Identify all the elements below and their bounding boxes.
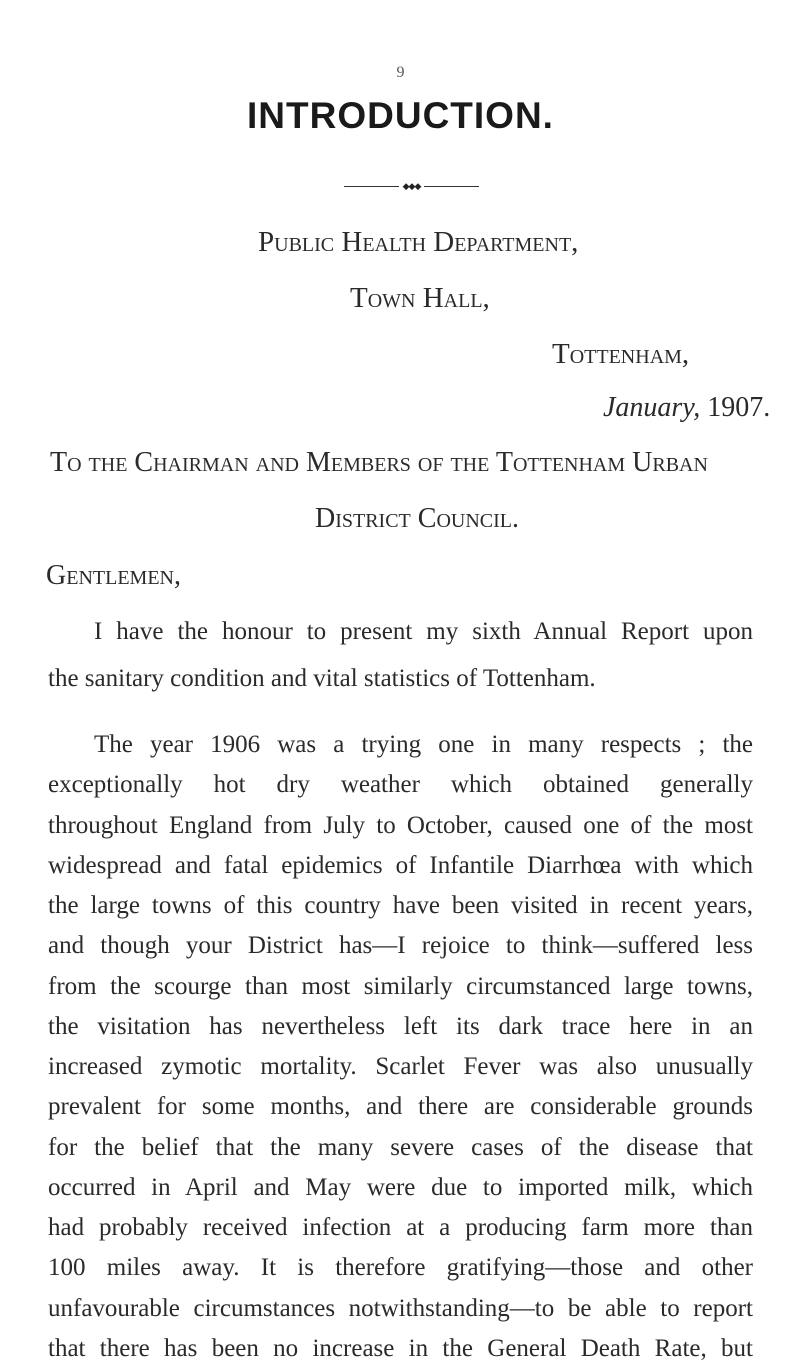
paragraph-line: 100 miles away. It is therefore gratifying—those and other bbox=[48, 1254, 753, 1281]
paragraph-line: The year 1906 was a trying one in many respects ; the bbox=[94, 731, 753, 758]
paragraph-line: had probably received infection at a producing farm more than bbox=[48, 1214, 753, 1241]
paragraph-line: increased zymotic mortality. Scarlet Fever was also unusually bbox=[48, 1053, 753, 1080]
diamond-ornament-icon: ◆◆◆ bbox=[402, 181, 421, 191]
paragraph-line: the visitation has nevertheless left its dark trace here in an bbox=[48, 1013, 753, 1040]
paragraph-line: I have the honour to present my sixth Annual Report upon bbox=[94, 618, 753, 645]
letter-date bbox=[603, 392, 770, 424]
address-department: Public Health Department, bbox=[258, 226, 579, 258]
paragraph-line: unfavourable circumstances notwithstanding—to be able to report bbox=[48, 1295, 753, 1322]
address-building: Town Hall, bbox=[350, 282, 490, 314]
page-title: INTRODUCTION. bbox=[247, 95, 554, 136]
paragraph-line: prevalent for some months, and there are considerable grounds bbox=[48, 1093, 753, 1120]
paragraph-line: for the belief that the many severe cases of the disease that bbox=[48, 1134, 753, 1161]
paragraph-line: from the scourge than most similarly circumstanced large towns, bbox=[48, 973, 753, 1000]
divider-rule-right bbox=[424, 186, 479, 187]
ornament-divider bbox=[344, 183, 479, 191]
paragraph-line: that there has been no increase in the General Death Rate, but bbox=[48, 1335, 753, 1362]
address-town: Tottenham, bbox=[552, 338, 690, 370]
paragraph-line: and though your District has—I rejoice to think—suffered less bbox=[48, 932, 753, 959]
salutation: Gentlemen, bbox=[46, 560, 181, 591]
paragraph-line: the sanitary condition and vital statistics of Tottenham. bbox=[48, 665, 596, 692]
date-month: January, bbox=[603, 392, 701, 423]
addressee-line-1: To the Chairman and Members of the Tottenham Urban bbox=[50, 447, 708, 478]
paragraph-line: widespread and fatal epidemics of Infantile Diarrhœa with which bbox=[48, 852, 753, 879]
paragraph-line: occurred in April and May were due to imported milk, which bbox=[48, 1174, 753, 1201]
divider-rule-left bbox=[344, 186, 399, 187]
addressee-line-2: District Council. bbox=[315, 503, 519, 534]
paragraph-line: throughout England from July to October, caused one of the most bbox=[48, 812, 753, 839]
paragraph-line: the large towns of this country have been visited in recent years, bbox=[48, 892, 753, 919]
date-year: 1907. bbox=[707, 392, 771, 423]
page-number: 9 bbox=[396, 64, 405, 81]
paragraph-line: exceptionally hot dry weather which obtained generally bbox=[48, 771, 753, 798]
